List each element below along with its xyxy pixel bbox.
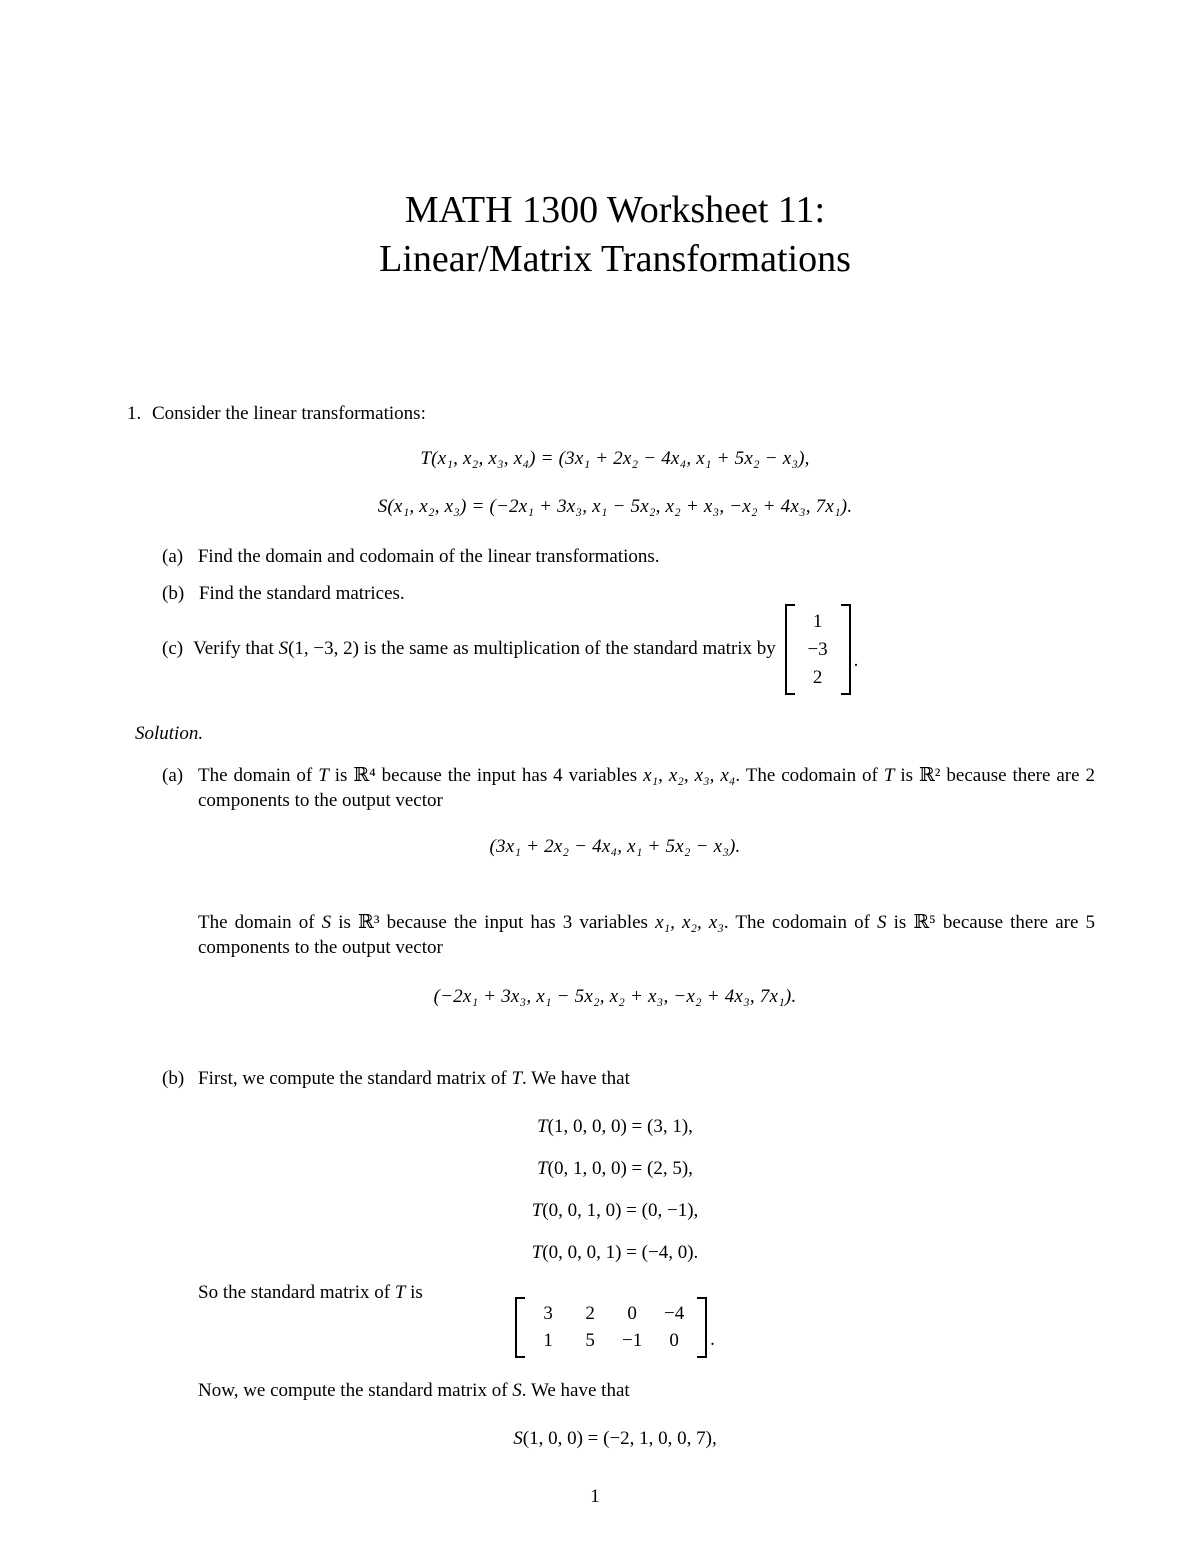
- problem-intro: Consider the linear transformations:: [152, 403, 426, 424]
- text-segment: . We have that: [521, 1380, 630, 1401]
- text-segment: So the standard matrix of: [198, 1282, 395, 1303]
- problem-1: [127, 401, 426, 426]
- part-c-text-post: is the same as multiplication of the standard matrix by: [358, 638, 781, 659]
- solution-a-label: (a): [162, 765, 184, 786]
- vector-entry: −3: [807, 638, 828, 660]
- text-segment: is: [405, 1282, 423, 1303]
- part-b-text: Find the standard matrices.: [198, 583, 405, 604]
- solution-a-paragraph-2: [198, 910, 1095, 960]
- eval-line-T4: [135, 1242, 1095, 1264]
- math-symbol-T: T: [531, 1200, 543, 1221]
- matrix-cell: 2: [585, 1303, 595, 1324]
- matrix-cell: 1: [543, 1330, 553, 1351]
- text-segment: The domain of: [198, 912, 322, 933]
- math-symbol-T: T: [883, 765, 895, 786]
- math-symbol-S: S: [321, 912, 332, 933]
- eval-line-S1: [135, 1428, 1095, 1450]
- vector-entry: 1: [812, 610, 823, 632]
- page-title-line2: Linear/Matrix Transformations: [379, 238, 851, 280]
- math-variables: x₁, x₂, x₃: [655, 912, 724, 933]
- part-c-text-pre: Verify that: [193, 638, 279, 659]
- text-segment: is ℝ⁵ because there are 5 components to the output vector: [198, 912, 1095, 958]
- right-bracket: [697, 1297, 707, 1358]
- problem-number: 1.: [127, 403, 142, 424]
- matrix-cell: 3: [543, 1303, 553, 1324]
- solution-heading: Solution.: [135, 723, 204, 744]
- left-bracket: [785, 604, 795, 695]
- sentence-period: .: [853, 650, 859, 671]
- part-b: [162, 581, 405, 606]
- math-variables: x₁, x₂, x₃, x₄: [643, 765, 736, 786]
- right-bracket: [841, 604, 851, 695]
- eval-line-T1: [135, 1116, 1095, 1138]
- text-segment: Now, we compute the standard matrix of: [198, 1380, 513, 1401]
- solution-a-paragraph-1: [162, 763, 1096, 813]
- standard-matrix-T: [515, 1297, 707, 1358]
- page-title: [135, 186, 1095, 284]
- eval-line-T3: [135, 1200, 1095, 1222]
- equation-S: S(x₁, x₂, x₃) = (−2x₁ + 3x₃, x₁ − 5x₂, x₂ + x₃, −x₂ + 4x₃, 7x₁).: [377, 496, 853, 517]
- math-symbol-T: T: [537, 1116, 548, 1137]
- eval-expression: (0, 0, 0, 1) = (−4, 0).: [542, 1242, 699, 1263]
- solution-b-intro-S: [198, 1378, 630, 1403]
- vector-entry: 2: [812, 666, 823, 688]
- math-symbol-T: T: [537, 1158, 548, 1179]
- text-segment: The domain of: [198, 765, 319, 786]
- standard-matrix-T-wrap: [135, 1297, 1095, 1358]
- solution-b-label: (b): [162, 1068, 185, 1089]
- math-symbol-S: S: [513, 1428, 523, 1449]
- text-segment: . The codomain of: [735, 765, 884, 786]
- matrix-cell: −1: [622, 1330, 643, 1351]
- display-output-vector-S: (−2x₁ + 3x₃, x₁ − 5x₂, x₂ + x₃, −x₂ + 4x₃, 7x₁).: [433, 986, 797, 1007]
- eval-expression: (1, 0, 0) = (−2, 1, 0, 0, 7),: [522, 1428, 717, 1449]
- column-vector: [785, 604, 851, 695]
- eval-expression: (0, 0, 1, 0) = (0, −1),: [542, 1200, 699, 1221]
- math-symbol-S: S: [512, 1380, 522, 1401]
- text-segment: is ℝ⁴ because the input has 4 variables: [328, 765, 644, 786]
- text-segment: . The codomain of: [723, 912, 877, 933]
- page-title-line1: MATH 1300 Worksheet 11:: [404, 189, 826, 231]
- display-output-vector-T: (3x₁ + 2x₂ − 4x₄, x₁ + 5x₂ − x₃).: [489, 836, 741, 857]
- eval-line-T2: [135, 1158, 1095, 1180]
- text-segment: is ℝ³ because the input has 3 variables: [331, 912, 656, 933]
- part-c-label: (c): [162, 638, 184, 659]
- text-segment: is ℝ² because there are 2 components to the output vector: [198, 765, 1096, 811]
- math-symbol-T: T: [531, 1242, 543, 1263]
- part-a: [162, 544, 660, 569]
- math-symbol-T: T: [511, 1068, 523, 1089]
- part-c-args: (1, −3, 2): [288, 638, 359, 659]
- solution-b-intro: [162, 1066, 1095, 1091]
- math-symbol-T: T: [394, 1282, 406, 1303]
- matrix-cell: 5: [585, 1330, 595, 1351]
- matrix-cell: 0: [627, 1303, 637, 1324]
- part-a-label: (a): [162, 546, 184, 567]
- math-symbol-S: S: [877, 912, 887, 933]
- part-c: [162, 605, 858, 693]
- matrix-cell: −4: [664, 1303, 685, 1324]
- part-c-S-symbol: S: [278, 638, 289, 659]
- math-symbol-T: T: [318, 765, 329, 786]
- equation-T: T(x₁, x₂, x₃, x₄) = (3x₁ + 2x₂ − 4x₄, x₁ + 5x₂ − x₃),: [420, 448, 810, 469]
- eval-expression: (1, 0, 0, 0) = (3, 1),: [547, 1116, 693, 1137]
- matrix-cell: 0: [669, 1330, 679, 1351]
- text-segment: First, we compute the standard matrix of: [198, 1068, 512, 1089]
- page-number: 1: [590, 1486, 600, 1507]
- left-bracket: [515, 1297, 525, 1358]
- sentence-period: .: [710, 1328, 715, 1350]
- part-a-text: Find the domain and codomain of the linear transformations.: [197, 546, 660, 567]
- text-segment: . We have that: [522, 1068, 630, 1089]
- eval-expression: (0, 1, 0, 0) = (2, 5),: [547, 1158, 693, 1179]
- part-b-label: (b): [162, 583, 185, 604]
